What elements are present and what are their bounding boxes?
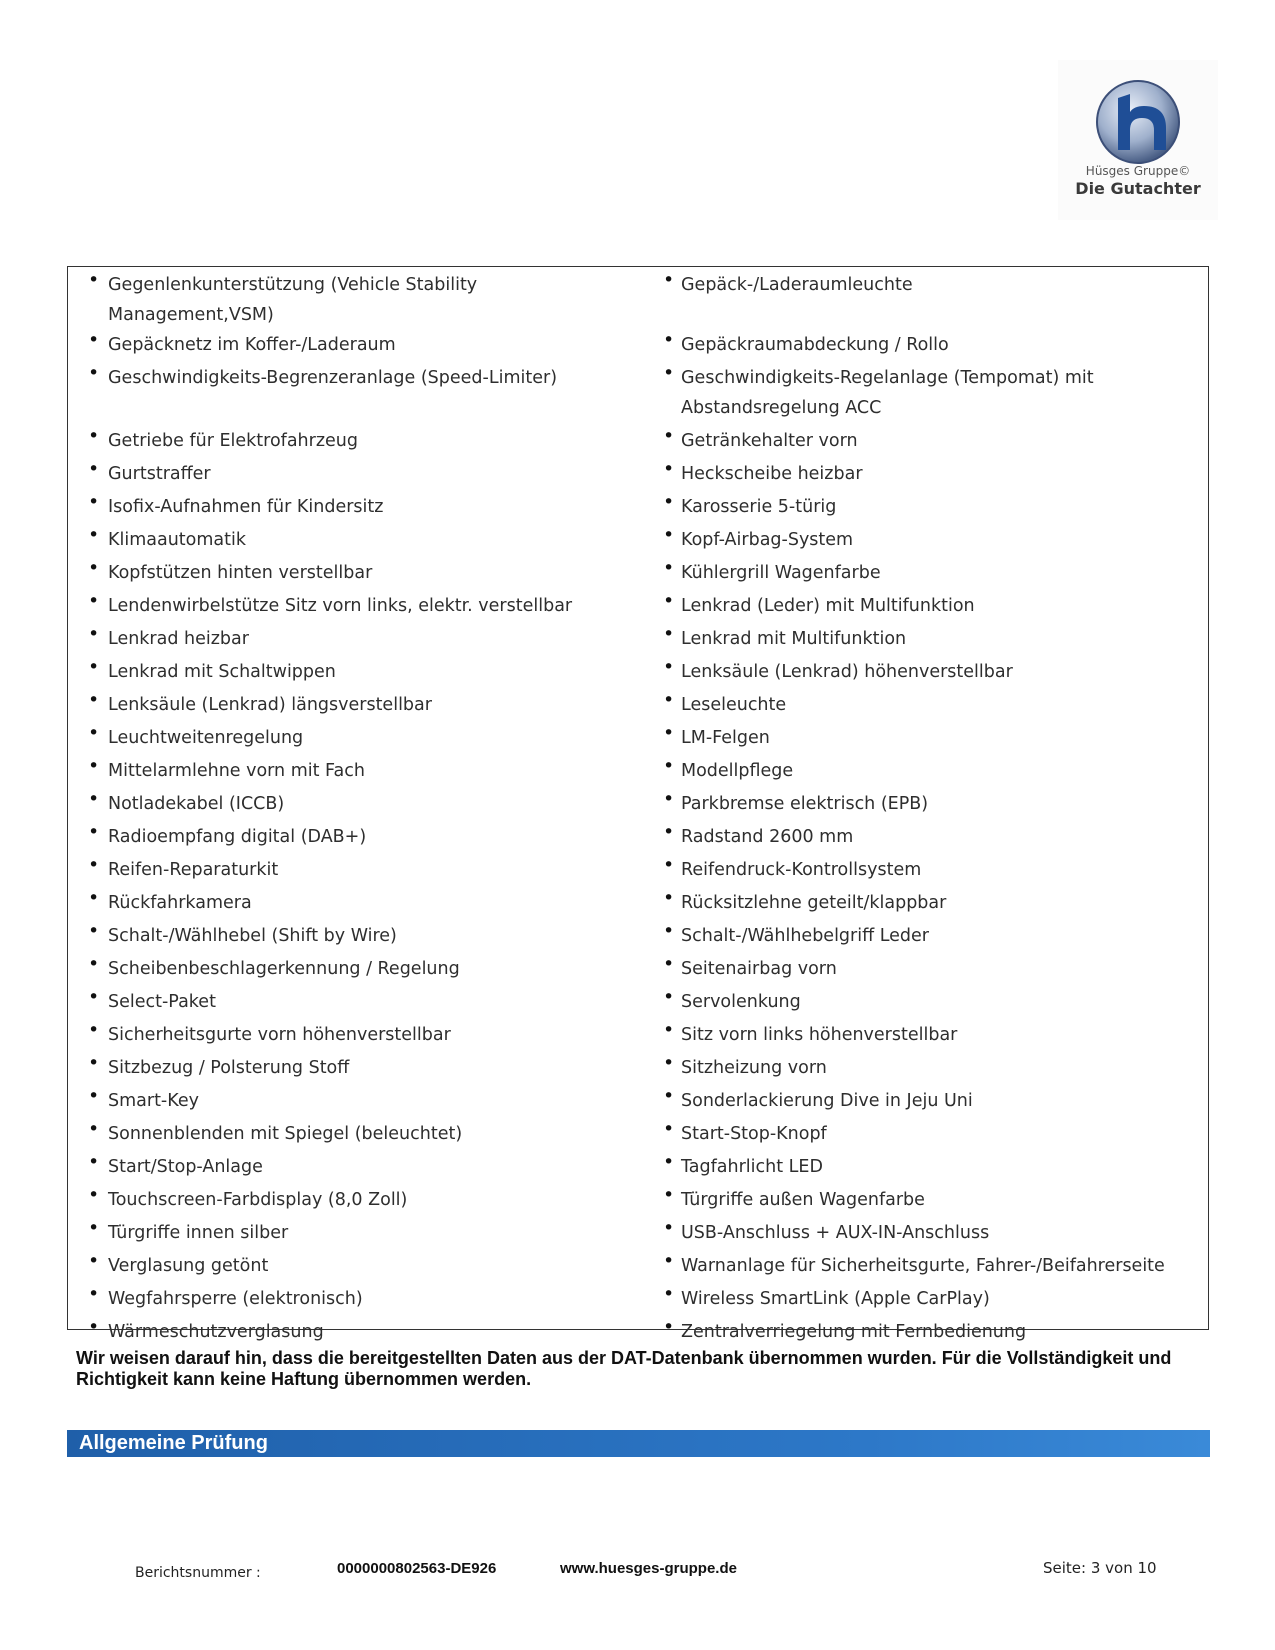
equipment-item: • Sicherheitsgurte vorn höhenverstellbar	[68, 1020, 639, 1053]
equipment-list-box	[67, 266, 1209, 1342]
equipment-item: • Lenksäule (Lenkrad) höhenverstellbar	[639, 657, 1210, 690]
equipment-item: • Gepäcknetz im Koffer-/Laderaum	[68, 330, 639, 363]
equipment-item: • Getränkehalter vorn	[639, 426, 1210, 459]
equipment-item: • Geschwindigkeits-Begrenzeranlage (Speed-Limiter)	[68, 363, 639, 426]
equipment-item: • Gurtstraffer	[68, 459, 639, 492]
equipment-item: • Kühlergrill Wagenfarbe	[639, 558, 1210, 591]
logo-title: Die Gutachter	[1075, 179, 1201, 198]
equipment-item: • Verglasung getönt	[68, 1251, 639, 1284]
equipment-item: • Lendenwirbelstütze Sitz vorn links, elektr. verstellbar	[68, 591, 639, 624]
equipment-item: • Sitzheizung vorn	[639, 1053, 1210, 1086]
equipment-item: • USB-Anschluss + AUX-IN-Anschluss	[639, 1218, 1210, 1251]
equipment-item: • Gegenlenkunterstützung (Vehicle Stability Management,VSM)	[68, 270, 639, 330]
equipment-item: • Rücksitzlehne geteilt/klappbar	[639, 888, 1210, 921]
logo-emblem-icon	[1088, 78, 1188, 166]
equipment-item: • Rückfahrkamera	[68, 888, 639, 921]
equipment-item: • Leuchtweitenregelung	[68, 723, 639, 756]
equipment-item: • Scheibenbeschlagerkennung / Regelung	[68, 954, 639, 987]
equipment-item: • Lenkrad mit Schaltwippen	[68, 657, 639, 690]
equipment-item: • Lenkrad heizbar	[68, 624, 639, 657]
equipment-item: • Gepäckraumabdeckung / Rollo	[639, 330, 1210, 363]
equipment-item: • Schalt-/Wählhebel (Shift by Wire)	[68, 921, 639, 954]
equipment-grid	[68, 267, 1208, 1350]
equipment-item: • Karosserie 5-türig	[639, 492, 1210, 525]
disclaimer-text: Wir weisen darauf hin, dass die bereitgestellten Daten aus der DAT-Datenbank übernommen wurden. Für die Vollständigkeit und Richtigkeit kann keine Haftung übernommen werden.	[76, 1348, 1172, 1389]
equipment-item: • Zentralverriegelung mit Fernbedienung	[639, 1317, 1210, 1350]
equipment-item: • Smart-Key	[68, 1086, 639, 1119]
report-number-label: Berichtsnummer :	[135, 1565, 261, 1581]
equipment-item: • Klimaautomatik	[68, 525, 639, 558]
equipment-item: • Parkbremse elektrisch (EPB)	[639, 789, 1210, 822]
equipment-item: • Schalt-/Wählhebelgriff Leder	[639, 921, 1210, 954]
equipment-item: • Sitz vorn links höhenverstellbar	[639, 1020, 1210, 1053]
equipment-item: • Leseleuchte	[639, 690, 1210, 723]
website-link[interactable]: www.huesges-gruppe.de	[560, 1560, 737, 1577]
report-number: 0000000802563-DE926	[337, 1560, 497, 1577]
page-indicator: Seite: 3 von 10	[1043, 1559, 1157, 1577]
equipment-item: • Warnanlage für Sicherheitsgurte, Fahrer-/Beifahrerseite	[639, 1251, 1210, 1284]
equipment-item: • Sitzbezug / Polsterung Stoff	[68, 1053, 639, 1086]
equipment-item: • Lenkrad (Leder) mit Multifunktion	[639, 591, 1210, 624]
equipment-item: • Isofix-Aufnahmen für Kindersitz	[68, 492, 639, 525]
equipment-item: • Reifendruck-Kontrollsystem	[639, 855, 1210, 888]
equipment-item: • Gepäck-/Laderaumleuchte	[639, 270, 1210, 330]
equipment-item: • Modellpflege	[639, 756, 1210, 789]
equipment-item: • Servolenkung	[639, 987, 1210, 1020]
equipment-item: • Wireless SmartLink (Apple CarPlay)	[639, 1284, 1210, 1317]
equipment-item: • Getriebe für Elektrofahrzeug	[68, 426, 639, 459]
equipment-item: • Seitenairbag vorn	[639, 954, 1210, 987]
equipment-item: • Sonnenblenden mit Spiegel (beleuchtet)	[68, 1119, 639, 1152]
equipment-item: • Radstand 2600 mm	[639, 822, 1210, 855]
equipment-item: • Reifen-Reparaturkit	[68, 855, 639, 888]
equipment-item: • Touchscreen-Farbdisplay (8,0 Zoll)	[68, 1185, 639, 1218]
equipment-item: • Sonderlackierung Dive in Jeju Uni	[639, 1086, 1210, 1119]
equipment-item: • Tagfahrlicht LED	[639, 1152, 1210, 1185]
equipment-item: • Kopfstützen hinten verstellbar	[68, 558, 639, 591]
equipment-item: • Wegfahrsperre (elektronisch)	[68, 1284, 639, 1317]
equipment-item: • Start-Stop-Knopf	[639, 1119, 1210, 1152]
logo-subtitle: Hüsges Gruppe©	[1085, 164, 1191, 178]
equipment-item: • Kopf-Airbag-System	[639, 525, 1210, 558]
equipment-item: • Notladekabel (ICCB)	[68, 789, 639, 822]
equipment-item: • Mittelarmlehne vorn mit Fach	[68, 756, 639, 789]
equipment-item: • Heckscheibe heizbar	[639, 459, 1210, 492]
equipment-item: • LM-Felgen	[639, 723, 1210, 756]
equipment-item: • Geschwindigkeits-Regelanlage (Tempomat) mit Abstandsregelung ACC	[639, 363, 1210, 426]
equipment-item: • Select-Paket	[68, 987, 639, 1020]
equipment-item: • Lenksäule (Lenkrad) längsverstellbar	[68, 690, 639, 723]
equipment-item: • Radioempfang digital (DAB+)	[68, 822, 639, 855]
equipment-item: • Türgriffe außen Wagenfarbe	[639, 1185, 1210, 1218]
equipment-item: • Lenkrad mit Multifunktion	[639, 624, 1210, 657]
company-logo	[1058, 60, 1218, 220]
equipment-item: • Wärmeschutzverglasung	[68, 1317, 639, 1350]
section-header	[67, 1430, 1210, 1457]
equipment-item: • Türgriffe innen silber	[68, 1218, 639, 1251]
equipment-item: • Start/Stop-Anlage	[68, 1152, 639, 1185]
section-title: Allgemeine Prüfung	[79, 1432, 268, 1454]
